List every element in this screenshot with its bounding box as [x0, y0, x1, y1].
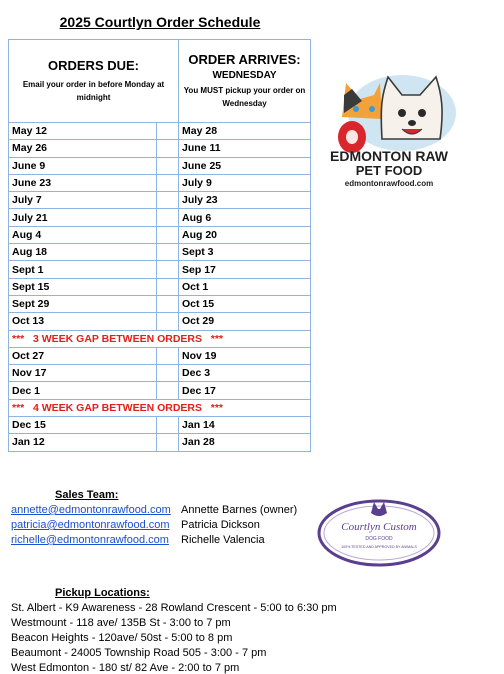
header-row	[9, 40, 311, 123]
sales-member	[11, 534, 311, 550]
due-date-cell: Aug 4	[9, 226, 157, 243]
spacer-cell	[157, 140, 179, 157]
spacer-cell	[157, 295, 179, 312]
sales-member	[11, 504, 311, 520]
due-date-cell: Sept 15	[9, 278, 157, 295]
spacer-cell	[157, 382, 179, 399]
due-date-cell: June 9	[9, 157, 157, 174]
arrive-date-cell: June 11	[179, 140, 311, 157]
schedule-row	[9, 157, 311, 174]
due-date-cell: Sept 1	[9, 261, 157, 278]
sales-team-title: Sales Team:	[55, 489, 119, 501]
schedule-row	[9, 347, 311, 364]
spacer-cell	[157, 313, 179, 330]
gap-notice: *** 4 WEEK GAP BETWEEN ORDERS ***	[9, 399, 311, 416]
arrive-date-cell: Jan 14	[179, 417, 311, 434]
arrive-date-cell: Oct 29	[179, 313, 311, 330]
spacer-cell	[157, 157, 179, 174]
orders-due-title: ORDERS DUE:	[48, 58, 140, 73]
schedule-row	[9, 382, 311, 399]
sales-email-link[interactable]: annette@edmontonrawfood.com	[11, 504, 171, 516]
due-date-cell: Aug 18	[9, 244, 157, 261]
schedule-row	[9, 123, 311, 140]
schedule-row	[9, 226, 311, 243]
courtlyn-custom-logo	[316, 497, 442, 577]
sales-member-name: Patricia Dickson	[181, 519, 260, 531]
order-arrives-subtitle: You MUST pickup your order on Wednesday	[183, 86, 306, 108]
pickup-location: Beacon Heights - 120ave/ 50st - 5:00 to 8 pm	[11, 632, 233, 644]
arrive-date-cell: May 28	[179, 123, 311, 140]
due-date-cell: Jan 12	[9, 434, 157, 451]
spacer-cell	[157, 347, 179, 364]
arrive-date-cell: Aug 20	[179, 226, 311, 243]
sales-email-link[interactable]: richelle@edmontonrawfood.com	[11, 534, 169, 546]
schedule-row	[9, 295, 311, 312]
due-date-cell: July 7	[9, 192, 157, 209]
schedule-row	[9, 417, 311, 434]
due-date-cell: May 12	[9, 123, 157, 140]
schedule-row	[9, 140, 311, 157]
gap-row	[9, 399, 311, 416]
arrive-date-cell: Sep 17	[179, 261, 311, 278]
logo-er-line2: PET FOOD	[355, 163, 423, 178]
schedule-row	[9, 434, 311, 451]
arrive-date-cell: Sept 3	[179, 244, 311, 261]
due-date-cell: Dec 15	[9, 417, 157, 434]
due-date-cell: Oct 13	[9, 313, 157, 330]
schedule-row	[9, 244, 311, 261]
schedule-row	[9, 209, 311, 226]
arrive-date-cell: Oct 1	[179, 278, 311, 295]
logo-cc-sub: DOG FOOD	[365, 536, 393, 542]
arrive-date-cell: Nov 19	[179, 347, 311, 364]
due-date-cell: Sept 29	[9, 295, 157, 312]
sales-member-name: Richelle Valencia	[181, 534, 265, 546]
arrive-date-cell: Dec 17	[179, 382, 311, 399]
order-schedule-table	[8, 39, 311, 452]
schedule-row	[9, 278, 311, 295]
spacer-cell	[157, 434, 179, 451]
spacer-cell	[157, 365, 179, 382]
page-title: 2025 Courtlyn Order Schedule	[59, 14, 261, 30]
edmonton-raw-pet-food-logo	[322, 55, 456, 190]
orders-due-subtitle: Email your order in before Monday at midnight	[22, 80, 165, 102]
logo-cc-name: Courtlyn Custom	[341, 521, 417, 533]
pickup-locations-title: Pickup Locations:	[55, 587, 150, 599]
arrive-date-cell: June 25	[179, 157, 311, 174]
schedule-row	[9, 192, 311, 209]
order-arrives-day: WEDNESDAY	[212, 70, 277, 81]
sales-member	[11, 519, 311, 535]
due-date-cell: June 23	[9, 174, 157, 191]
spacer-cell	[157, 226, 179, 243]
pickup-location: Beaumont - 24005 Township Road 505 - 3:00 - 7 pm	[11, 647, 267, 659]
logo-er-line1: EDMONTON RAW	[330, 148, 448, 164]
spacer-cell	[157, 209, 179, 226]
schedule-row	[9, 365, 311, 382]
arrive-date-cell: July 9	[179, 174, 311, 191]
arrive-date-cell: Oct 15	[179, 295, 311, 312]
gap-notice: *** 3 WEEK GAP BETWEEN ORDERS ***	[9, 330, 311, 347]
due-date-cell: Dec 1	[9, 382, 157, 399]
spacer-cell	[157, 123, 179, 140]
gap-row	[9, 330, 311, 347]
due-date-cell: Nov 17	[9, 365, 157, 382]
due-date-cell: July 21	[9, 209, 157, 226]
arrive-date-cell: Aug 6	[179, 209, 311, 226]
arrive-date-cell: Dec 3	[179, 365, 311, 382]
schedule-row	[9, 174, 311, 191]
spacer-cell	[157, 174, 179, 191]
spacer-cell	[157, 417, 179, 434]
schedule-row	[9, 313, 311, 330]
arrive-date-cell: Jan 28	[179, 434, 311, 451]
pickup-location: West Edmonton - 180 st/ 82 Ave - 2:00 to 7 pm	[11, 662, 240, 674]
spacer-cell	[157, 278, 179, 295]
logo-er-url: edmontonrawfood.com	[344, 179, 434, 188]
sales-email-link[interactable]: patricia@edmontonrawfood.com	[11, 519, 170, 531]
spacer-cell	[157, 244, 179, 261]
order-arrives-header	[179, 40, 311, 123]
arrive-date-cell: July 23	[179, 192, 311, 209]
order-arrives-title: ORDER ARRIVES:	[188, 52, 301, 67]
orders-due-header	[9, 40, 179, 123]
spacer-cell	[157, 261, 179, 278]
spacer-cell	[157, 192, 179, 209]
sales-member-name: Annette Barnes (owner)	[181, 504, 298, 516]
logo-cc-tag: 100% TESTED AND APPROVED BY ANIMALS	[341, 545, 417, 549]
pickup-location: St. Albert - K9 Awareness - 28 Rowland Crescent - 5:00 to 6:30 pm	[11, 602, 337, 614]
schedule-row	[9, 261, 311, 278]
pickup-location: Westmount - 118 ave/ 135B St - 3:00 to 7 pm	[11, 617, 231, 629]
due-date-cell: May 26	[9, 140, 157, 157]
due-date-cell: Oct 27	[9, 347, 157, 364]
